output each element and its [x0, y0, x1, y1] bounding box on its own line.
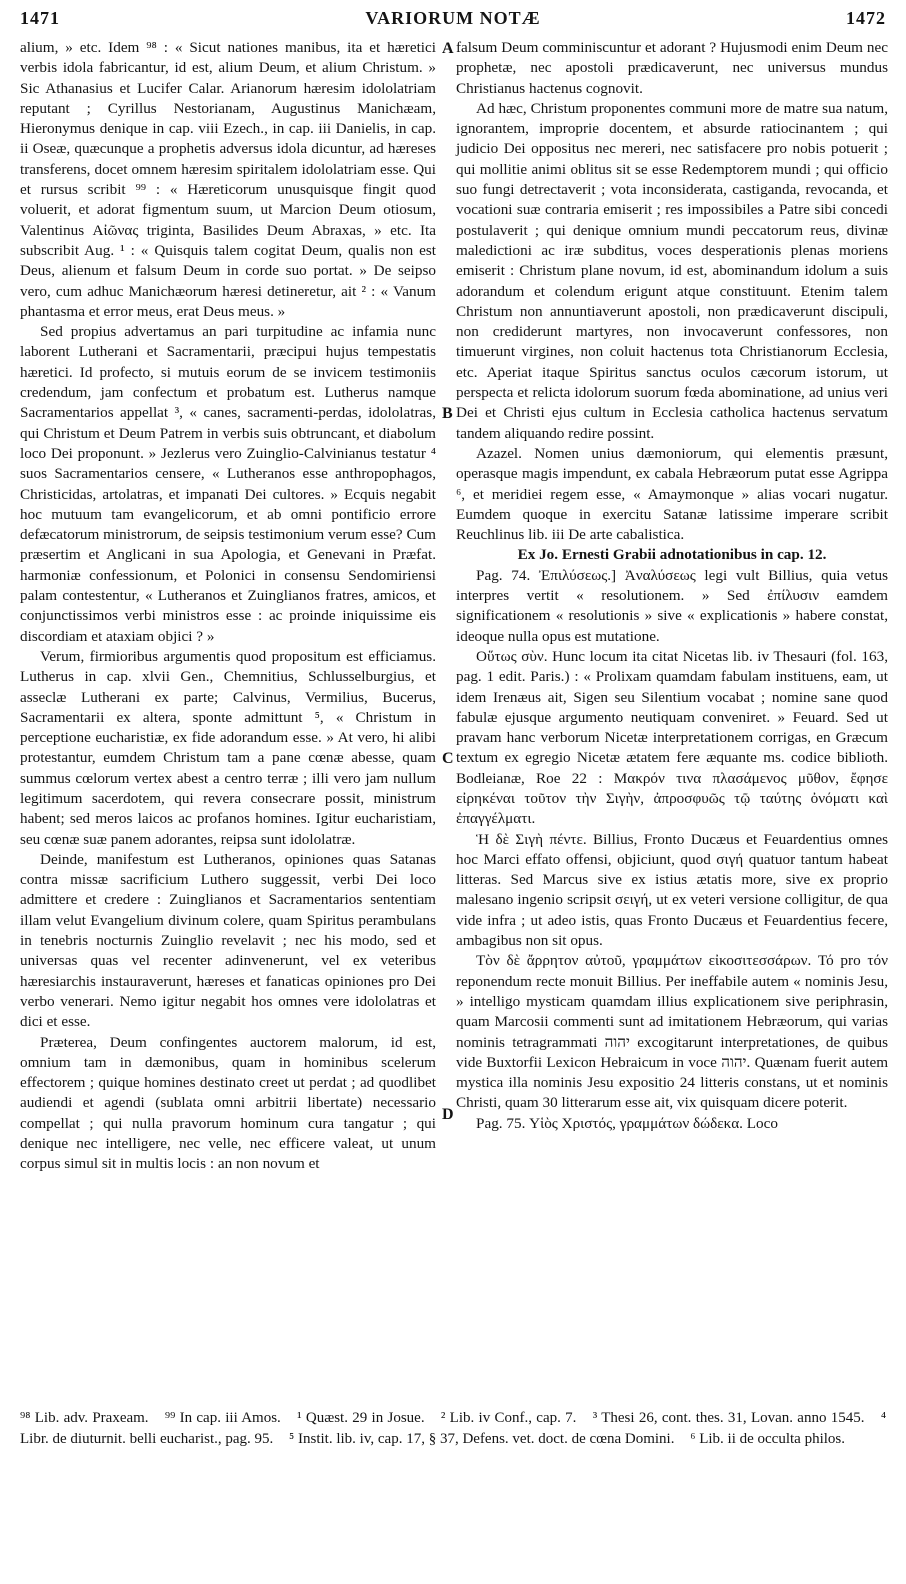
page-number-right: 1472: [846, 8, 886, 28]
right-column: [456, 38, 888, 1134]
margin-marker-b: B: [442, 405, 453, 422]
paragraph: alium, » etc. Idem ⁹⁸ : « Sicut nationes manibus, ita et hæretici verbis idola fabricantur, id est, alium Deum, et alium Christum. » Sic Athanasius et Lucifer Calar. Arianorum hæresim idololatriam reputant ; Cyrillus Nestorianam, Augustinus Manichæam, Hieronymus denique in cap. viii Ezech., in cap. iii Danielis, in cap. ii Oseæ, quæcunque a prophetis adversus idola dicuntur, ad hæreses transferens, docet omnem hæresim spiritalem idololatriam esse. Qui et rursus scribit ⁹⁹ : « Hæreticorum unusquisque fingit quod voluerit, et adorat figmentum suum, ut Marcion Deum otiosum, Valentinus Αἰῶνας triginta, Basilides Deum Abraxas, » etc. Ita subscribit Aug. ¹ : « Quisquis talem cogitat Deum, qualis non est Deus, alienum et falsum Deum in corde suo portat. » De seipso vero, cum adhuc Manichæorum hæresi detineretur, ait ² : « Vanum phantasma et error meus, erat Deus meus. »: [20, 39, 436, 320]
paragraph: Ἡ δὲ Σιγὴ πέντε. Billius, Fronto Ducæus et Feuardentius omnes hoc Marci effato offensi, objiciunt, quod σιγή quatuor tantum habeat litteras. Sed Marcus sive ex istius ætatis more, sive ex proprio malesano ingenio scripsit σειγή, ut ex veteri versione colligitur, de qua vide infra ; ut adeo istis, quas Fronto Ducæus et Feuardentius fecere, ambagibus non sit opus.: [456, 830, 888, 950]
margin-marker-d: D: [442, 1106, 454, 1123]
paragraph: falsum Deum comminiscuntur et adorant ? Hujusmodi enim Deum nec prophetæ, nec apostoli prædicaverunt, nec universus mundus Christianus hactenus cognovit.: [456, 39, 888, 97]
footnote: ³ Thesi 26, cont. thes. 31, Lovan. anno 1545.: [592, 1410, 865, 1426]
footnotes: [20, 1408, 886, 1449]
footnote: ⁹⁹ In cap. iii Amos.: [164, 1410, 281, 1426]
footnote: ⁴ Libr. de diuturnit. belli eucharist., pag. 95.: [20, 1410, 887, 1447]
footnote: ⁹⁸ Lib. adv. Praxeam.: [20, 1410, 149, 1426]
paragraph: Sed propius advertamus an pari turpitudine ac infamia nunc laborent Lutherani et Sacramentarii, præcipui hujus tempestatis hæretici. Id profecto, si mutuis eorum de se invicem testimoniis credendum, jam confectum et probatum est. Lutherus namque Sacramentarios appellat ³, « canes, sacramenti-perdas, idololatras, qui Christum et Deum Patrem in verbis suis obtruncant, et diabolum loco Dei proponunt. » Jezlerus vero Zuinglio-Calvinianus testatur ⁴ suos Sacramentarios censere, « Lutheranos esse anthropophagos, Christicidas, artolatras, et impanati Dei cultores. » Ecquis negabit hoc mutuum tam evangelicorum, et ab omni pontificio errore defæcatorum ministrorum, de seipsis testimonium verum esse? Cum præsertim et Anglicani in sua Apologia, et Genevani in Præfat. harmoniæ confessionum, et Polonici in consensu Sendomiriensi palam contestentur, « Lutheranos et Zuinglianos fratres, amicos, et conjunctissimos verbi ministros esse : ac proinde iniquissime eis discordiam et ataxiam objici ? »: [20, 323, 436, 645]
page-header: [20, 8, 886, 36]
paragraph: Deinde, manifestum est Lutheranos, opiniones quas Satanas contra missæ sacrificium Luthero suggessit, verbi Dei loco admittere et credere : Zuinglianos et Sacramentarios sententiam illam velut Evangelium divinum colere, quam Spiritus perambulans in tenebris nocturnis Zuinglio revelavit ; nec his modo, sed et universas quas vel recenter adinvenerunt, vel ex veteribus hæresiarchis instauraverunt, hæreses et fanaticas opiniones pro Dei verbo venerari. Nemo igitur negabit hos omnes vere idololatras et dici et esse.: [20, 850, 436, 1031]
page-number-left: 1471: [20, 8, 60, 28]
paragraph: Pag. 74. Ἐπιλύσεως.] Ἀναλύσεως legi vult Billius, quia vetus interpres vertit « resolutionem. » Sed ἐπίλυσιν eamdem significationem « resolutionis » sive « explicationis » habere constat, ideoque nulla opus est mutatione.: [456, 566, 888, 645]
margin-marker-c: C: [442, 750, 454, 767]
footnote: ² Lib. iv Conf., cap. 7.: [440, 1410, 577, 1426]
paragraph: Τὸν δὲ ἄρρητον αὐτοῦ, γραμμάτων εἰκοσιτεσσάρων. Τό pro τόν reponendum recte monuit Billius. Per ineffabile autem « nominis Jesu, » intelligo mysticam quamdam illius explicationem sive periphrasin, quam Marcosii commenti sunt ad imitationem Hebræorum, qui varias nominis tetragrammati יהוה excogitarunt interpretationes, de quibus vide Buxtorfii Lexicon Hebraicum in voce יהוה. Quænam fuerit autem mystica illa nominis Jesu expositio 24 litteris constans, ut et nominis Christi, quam 30 litterarum esse ait, vix quisquam dicere poterit.: [456, 952, 889, 1112]
footnote: ⁵ Instit. lib. iv, cap. 17, § 37, Defens. vet. doct. de cœna Domini.: [289, 1430, 675, 1447]
footnote: ⁶ Lib. ii de occulta philos.: [690, 1430, 846, 1447]
paragraph: Præterea, Deum confingentes auctorem malorum, id est, omnium tam in dæmonibus, quam in hominibus scelerum effectorem ; quique homines destinato creet ut perdat ; ad quodlibet audiendi et agendi (sublata omni arbitrii libertate) necessario compellat ; qui nulla pravorum hominum cura tangatur ; qui denique nec intelligere, nec velle, nec efficere valeat, ut unum corpus simul sit in multis locis : an non novum et: [20, 1033, 436, 1173]
running-title: VARIORUM NOTÆ: [365, 8, 541, 28]
margin-marker-a: A: [442, 40, 454, 57]
footnote: ¹ Quæst. 29 in Josue.: [297, 1410, 425, 1426]
left-column: [20, 38, 436, 1175]
paragraph: Ex Jo. Ernesti Grabii adnotationibus in cap. 12.: [517, 546, 827, 564]
paragraph: Pag. 75. Υἱὸς Χριστός, γραμμάτων δώδεκα. Loco: [476, 1114, 778, 1132]
paragraph: Verum, firmioribus argumentis quod propositum est efficiamus. Lutherus in cap. xlvii Gen., Chemnitius, Schlusselburgius, et asseclæ Lutherani ex parte; Calvinus, Vermilius, Bucerus, Sacramentarii ex altera, sponte admittunt ⁵, « Christum in perceptione eucharistiæ, ex fide adorandum esse. » At vero, hi alibi protestantur, eumdem Christum tam a pane cœnæ abesse, quam summus cœlorum vertex abest a centro terræ ; illi vero jam nullum legitimum sacerdotem, qui revera consecrare possit, ministrum habent; sed meros laicos ac profanos homines. Igitur eucharistiam, seu cœnæ suæ panem adorantes, reipsa sunt idololatræ.: [20, 647, 436, 848]
paragraph: Ad hæc, Christum proponentes communi more de matre sua natum, ignorantem, improprie docentem, et absurde ratiocinantem ; qui judicio Dei oppositus nec mereri, nec satisfacere pro nobis potuerit ; qui mollitie animi oblitus sit se esse Redemptorem mundi ; qui officio suo fungi detrectaverit ; vota inconsiderata, castiganda, revocanda, et vocationi suæ contraria emiserit ; res impossibiles a Patre sibi concedi postulaverit ; qui denique omnium mundi peccatorum reus, divinæ maledictioni ac iræ subditus, voces desperationis plenas moriens emiserit : Christum plane novum, id est, abominandum idolum a suis adorandum et colendum erigunt atque constituunt. Etenim talem Christum non annuntiaverunt apostoli, non prædicaverunt discipuli, non crediderunt martyres, non invocaverunt confessores, non timuerunt virgines, non coluit hactenus tota Christianorum Ecclesia, etc. Aperiat itaque Spiritus sanctus oculos cæcorum istorum, ut perspecta et relicta idolorum suorum fœda abominatione, ad unius veri Dei et Christi ejus cultum in Ecclesia catholica hactenus servatum tandem aliquando redire possint.: [456, 99, 888, 442]
paragraph: Οὕτως σὺν. Hunc locum ita citat Nicetas lib. iv Thesauri (fol. 163, pag. 1 edit. Paris.) : « Prolixam quamdam fabulam instituens, eam, ut idem Irenæus ait, Sigen seu Silentium vocabat ; nomine sane quod fabulæ ejusque argumento neutiquam conveniret. » Feuard. Sed ut pravam hanc verborum Nicetæ interpretationem corrigas, en Græcum textum ex egregio Nicetæ ætatem fere æquante ms. codice biblioth. Bodleianæ, Roe 22 : Μακρόν τινα πλασάμενος μῦθον, ἔφησε εἰρηκέναι τοῦτον τὴν Σιγὴν, ἀπροσφυῶς τῷ ταύτης ὀνόματι καὶ ἐπαγγέλματι.: [456, 647, 888, 828]
paragraph: Azazel. Nomen unius dæmoniorum, qui elementis præsunt, operasque magis impendunt, ex cabala Hebræorum putat esse Agrippa ⁶, et meridiei regem esse, « Amaymonque » alias vocari nugatur. Eumdem quoque in exercitu Satanæ latissime imperare scribit Reuchlinus lib. iii De arte cabalistica.: [456, 444, 888, 544]
